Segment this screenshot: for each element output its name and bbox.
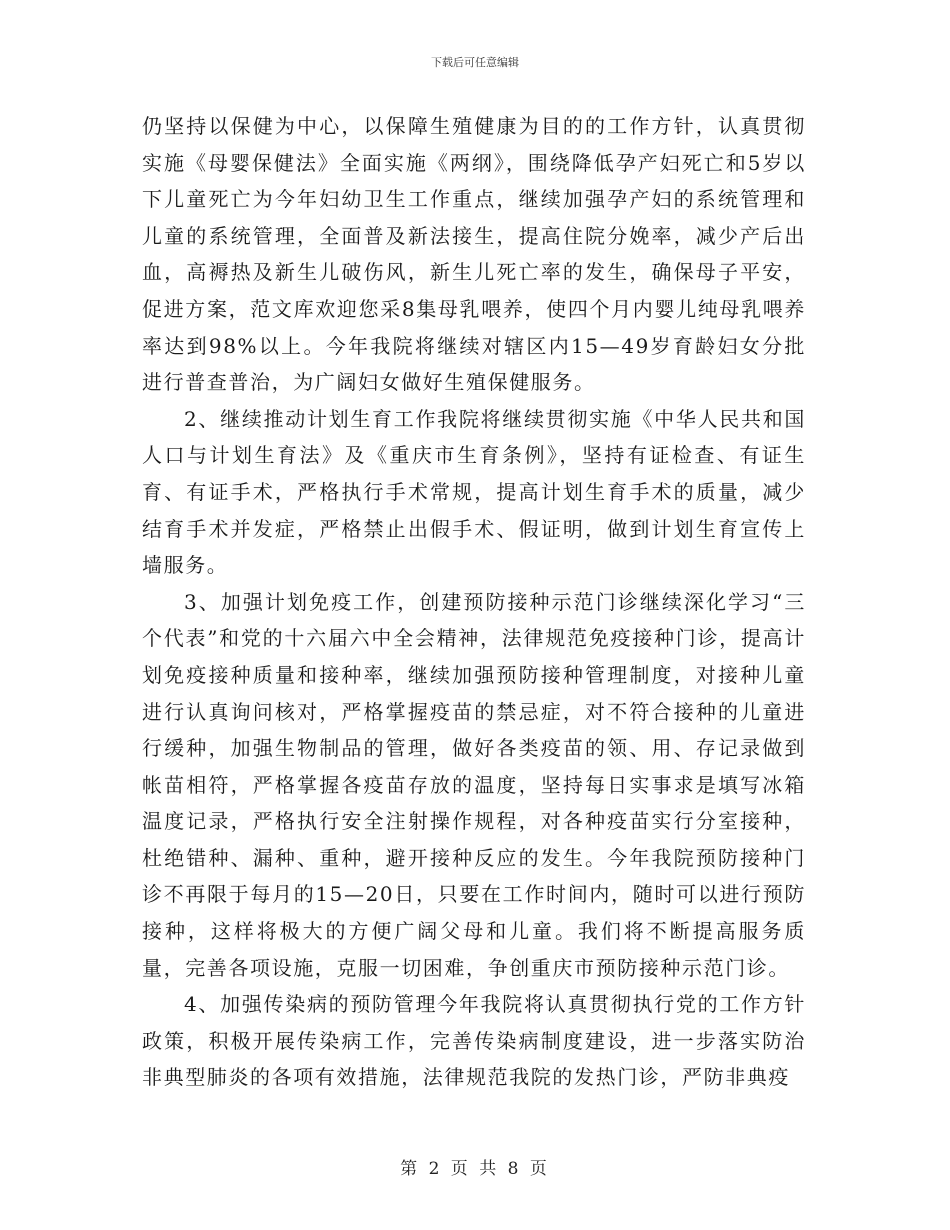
paragraph-immunization: 3、加强计划免疫工作，创建预防接种示范门诊继续深化学习“三个代表”和党的十六届六中全会精神，法律规范免疫接种门诊，提高计划免疫接种质量和接种率，继续加强预防接种管理制度，对接种儿童进行认真询问核对，严格掌握疫苗的禁忌症，对不符合接种的儿童进行缓种，加强生物制品的管理，做好各类疫苗的领、用、存记录做到帐苗相符，严格掌握各疫苗存放的温度，坚持每日实事求是填写冰箱温度记录，严格执行安全注射操作规程，对各种疫苗实行分室接种，杜绝错种、漏种、重种，避开接种反应的发生。今年我院预防接种门诊不再限于每月的15—20日，只要在工作时间内，随时可以进行预防接种，这样将极大的方便广阔父母和儿童。我们将不断提高服务质量，完善各项设施，克服一切困难，争创重庆市预防接种示范门诊。 xyxy=(142,589,806,980)
paragraph-continuation: 仍坚持以保健为中心，以保障生殖健康为目的的工作方针，认真贯彻实施《母婴保健法》全面实施《两纲》，围绕降低孕产妇死亡和5岁以下儿童死亡为今年妇幼卫生工作重点，继续加强孕产妇的系统管理和儿童的系统管理，全面普及新法接生，提高住院分娩率，减少产后出血，高褥热及新生儿破伤风，新生儿死亡率的发生，确保母子平安，促进方案，范文库欢迎您采8集母乳喂养，使四个月内婴儿纯母乳喂养率达到98%以上。今年我院将继续对辖区内15—49岁育龄妇女分批进行普查普治，为广阔妇女做好生殖保健服务。 xyxy=(142,114,806,395)
page-header-note: 下载后可任意编辑 xyxy=(431,56,519,69)
page-number: 第 2 页 共 8 页 xyxy=(400,1159,550,1179)
paragraph-infectious-disease: 4、加强传染病的预防管理今年我院将认真贯彻执行党的工作方针政策，积极开展传染病工作，完善传染病制度建设，进一步落实防治非典型肺炎的各项有效措施，法律规范我院的发热门诊，严防非典疫 xyxy=(142,992,806,1090)
paragraph-family-planning: 2、继续推动计划生育工作我院将继续贯彻实施《中华人民共和国人口与计划生育法》及《重庆市生育条例》，坚持有证检查、有证生育、有证手术，严格执行手术常规，提高计划生育手术的质量，减少结育手术并发症，严格禁止出假手术、假证明，做到计划生育宣传上墙服务。 xyxy=(142,406,806,578)
document-body xyxy=(142,108,806,1096)
